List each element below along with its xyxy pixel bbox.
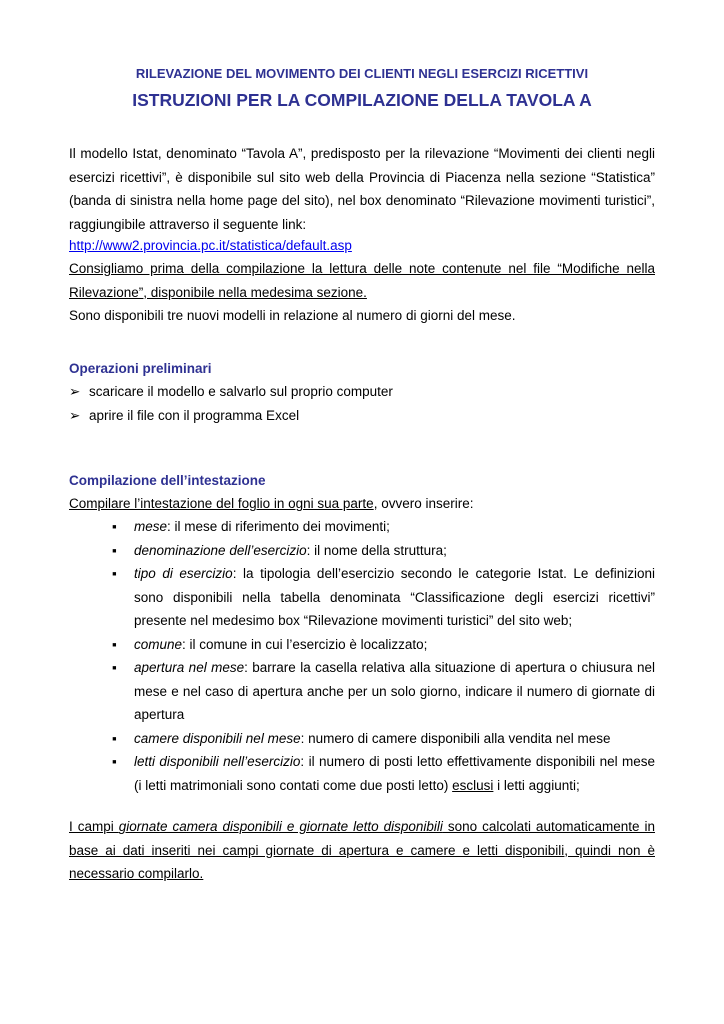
field-term: apertura nel mese: [134, 660, 245, 675]
field-term: mese: [134, 519, 168, 534]
closing-italic: giornate camera disponibili e giornate letto disponibili: [118, 819, 443, 834]
field-text: : barrare la casella relativa alla situazione di apertura o chiusura nel mese e nel caso di apertura anche per un solo giorno, indicare il numero di giornate di apertura: [134, 660, 655, 722]
closing-part1: I campi: [69, 819, 119, 834]
preliminary-heading: Operazioni preliminari: [69, 361, 212, 376]
field-text: : il numero di posti letto effettivamente disponibili nel mese (i letti matrimoniali sono contati come due posti letto): [134, 754, 655, 793]
list-item: [112, 539, 655, 563]
arrow-bullet-icon: ➢: [69, 384, 81, 399]
closing-paragraph: [69, 815, 655, 886]
header-fill-heading: Compilazione dell’intestazione: [69, 473, 266, 488]
list-item: [112, 656, 655, 727]
square-bullet-icon: ▪: [112, 636, 117, 652]
list-item: [112, 562, 655, 633]
intro-paragraph: Il modello Istat, denominato “Tavola A”, predisposto per la rilevazione “Movimenti dei clienti negli esercizi ricettivi”, è disponibile sul sito web della Provincia di Piacenza nella sezione “Statistica” (banda di sinistra nella home page del sito), nel box denominato “Rilevazione movimenti turistici”, raggiungibile attraverso il seguente link:: [69, 146, 655, 232]
preliminary-item-text: scaricare il modello e salvarlo sul proprio computer: [89, 384, 393, 399]
header-fill-intro: [69, 492, 655, 516]
intro-advice: Consigliamo prima della compilazione la lettura delle note contenute nel file “Modifiche nella Rilevazione”, disponibile nella medesima sezione.: [69, 261, 655, 300]
list-item: [112, 750, 655, 797]
field-term: letti disponibili nell’esercizio: [134, 754, 301, 769]
arrow-bullet-icon: ➢: [69, 408, 81, 423]
square-bullet-icon: ▪: [112, 542, 117, 558]
preliminary-item: [69, 404, 299, 428]
list-item: [112, 633, 655, 657]
field-term: comune: [134, 636, 183, 652]
preliminary-item: [69, 380, 393, 404]
square-bullet-icon: ▪: [112, 660, 117, 675]
square-bullet-icon: ▪: [112, 566, 117, 581]
field-text: : il nome della struttura;: [306, 542, 447, 558]
header-fill-intro-rest: , ovvero inserire:: [373, 496, 474, 511]
document-subtitle: RILEVAZIONE DEL MOVIMENTO DEI CLIENTI NEGLI ESERCIZI RICETTIVI: [135, 66, 589, 81]
header-fill-intro-underlined: Compilare l’intestazione del foglio in ogni sua parte: [69, 496, 374, 511]
header-fields-list: [112, 515, 655, 797]
document-title: ISTRUZIONI PER LA COMPILAZIONE DELLA TAVOLA A: [132, 90, 592, 110]
field-text-tail: i letti aggiunti;: [493, 777, 580, 793]
intro-link-line: [69, 234, 655, 258]
statistics-link[interactable]: http://www2.provincia.pc.it/statistica/default.asp: [69, 238, 352, 253]
field-text-underlined: esclusi: [452, 777, 494, 793]
field-text: : numero di camere disponibili alla vendita nel mese: [300, 730, 611, 746]
list-item: [112, 727, 655, 751]
field-text: : la tipologia dell’esercizio secondo le categorie Istat. Le definizioni sono disponibili nella tabella denominata “Classificazione degli esercizi ricettivi” presente nel medesimo box “Rilevazione movimenti turistici” del sito web;: [134, 566, 656, 628]
preliminary-item-text: aprire il file con il programma Excel: [89, 408, 300, 423]
models-note: Sono disponibili tre nuovi modelli in relazione al numero di giorni del mese.: [69, 308, 516, 323]
square-bullet-icon: ▪: [112, 754, 117, 769]
field-text: : il comune in cui l’esercizio è localizzato;: [182, 636, 428, 652]
square-bullet-icon: ▪: [112, 519, 117, 534]
closing-part2: sono calcolati automaticamente in base ai dati inseriti nei campi giornate di apertura e camere e letti disponibili, quindi non è necessario compilarlo.: [69, 819, 655, 881]
field-term: camere disponibili nel mese: [134, 730, 301, 746]
list-item: [112, 515, 655, 539]
field-text: : il mese di riferimento dei movimenti;: [167, 519, 390, 534]
field-term: tipo di esercizio: [134, 566, 233, 581]
square-bullet-icon: ▪: [112, 730, 117, 746]
field-term: denominazione dell’esercizio: [134, 542, 307, 558]
